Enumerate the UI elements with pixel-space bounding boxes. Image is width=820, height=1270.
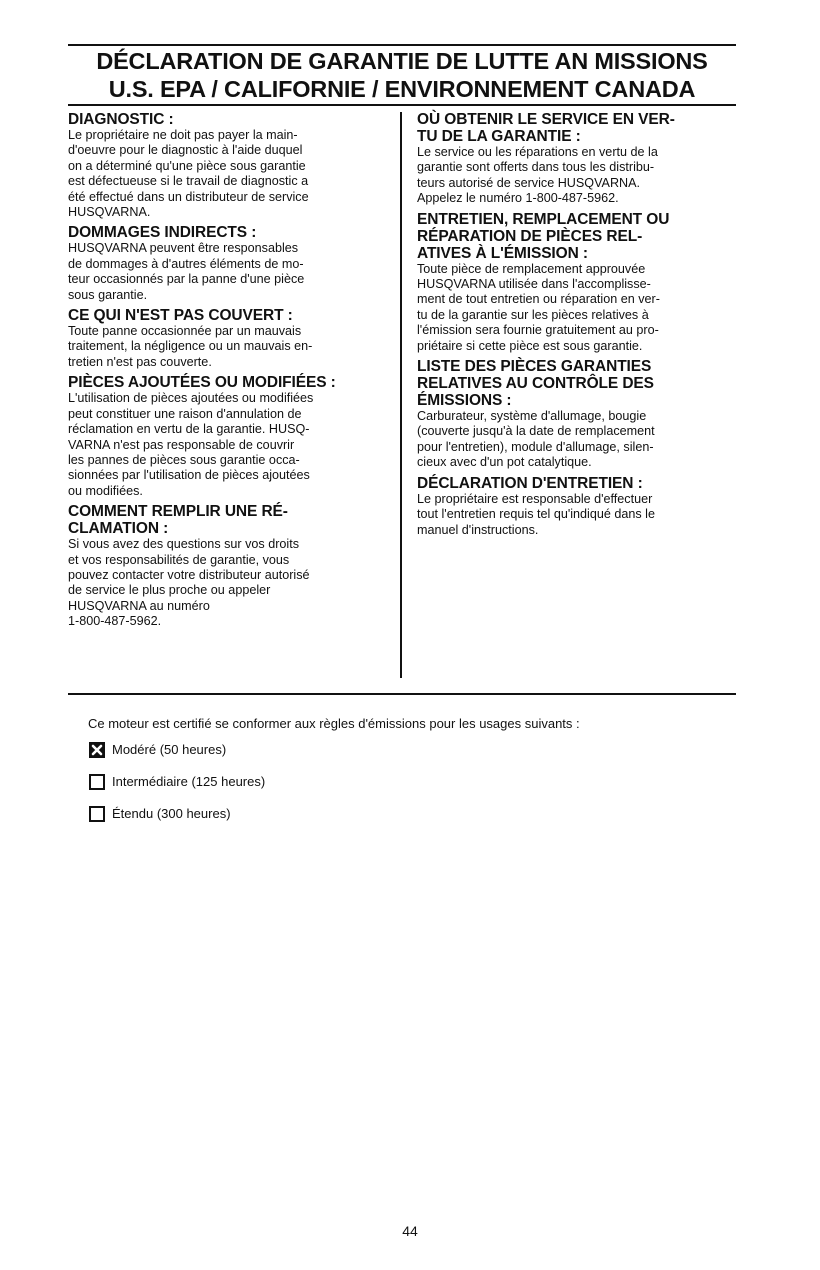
body-line: priétaire si cette pièce est sous garantie. <box>417 338 643 353</box>
option-label: Intermédiaire (125 heures) <box>112 774 266 789</box>
heading-line: DIAGNOSTIC : <box>68 111 174 128</box>
section-rule <box>68 693 736 695</box>
heading-line: CLAMATION : <box>68 520 169 538</box>
body-line: traitement, la négligence ou un mauvais en- <box>68 339 313 354</box>
body-line: est défectueuse si le travail de diagnostic a <box>68 174 309 189</box>
section-heading <box>68 374 386 391</box>
checkbox-icon[interactable] <box>89 806 105 822</box>
heading-line: ENTRETIEN, REMPLACEMENT OU <box>417 210 670 228</box>
section-body <box>417 492 735 538</box>
section <box>68 111 386 220</box>
body-line: de dommages à d'autres éléments de mo- <box>68 256 304 271</box>
section <box>68 224 386 303</box>
body-line: d'oeuvre pour le diagnostic à l'aide duquel <box>68 143 303 158</box>
right-column <box>417 111 735 542</box>
section-body <box>417 409 735 471</box>
body-line: et vos responsabilités de garantie, vous <box>68 552 290 567</box>
body-line: Si vous avez des questions sur vos droits <box>68 537 299 552</box>
section-body <box>417 262 735 354</box>
section <box>417 358 735 471</box>
body-line: manuel d'instructions. <box>417 522 539 537</box>
section-body <box>68 241 386 303</box>
section <box>417 211 735 354</box>
body-line: sous garantie. <box>68 287 148 302</box>
body-line: (couverte jusqu'à la date de remplacement <box>417 424 655 439</box>
body-line: été effectué dans un distributeur de service <box>68 189 309 204</box>
body-line: teurs autorisé de service HUSQVARNA. <box>417 175 641 190</box>
page-number: 44 <box>402 1223 418 1239</box>
body-line: on a déterminé qu'une pièce sous garantie <box>68 158 306 173</box>
body-line: garantie sont offerts dans tous les distribu- <box>417 160 655 175</box>
body-line: Carburateur, système d'allumage, bougie <box>417 409 647 424</box>
usage-options <box>89 742 265 838</box>
top-rule <box>68 44 736 46</box>
section-body <box>68 324 386 370</box>
body-line: tout l'entretien requis tel qu'indiqué dans le <box>417 507 655 522</box>
heading-line: ÉMISSIONS : <box>417 392 512 410</box>
body-line: L'utilisation de pièces ajoutées ou modifiées <box>68 391 314 406</box>
heading-line: DOMMAGES INDIRECTS : <box>68 224 257 242</box>
body-line: les pannes de pièces sous garantie occa- <box>68 452 300 467</box>
body-line: Toute pièce de remplacement approuvée <box>417 261 646 276</box>
body-line: tretien n'est pas couverte. <box>68 354 212 369</box>
section-heading <box>68 224 386 241</box>
certification-text: Ce moteur est certifié se conformer aux règles d'émissions pour les usages suivants : <box>88 716 580 731</box>
page-subtitle: U.S. EPA / CALIFORNIE / ENVIRONNEMENT CANADA <box>108 76 696 102</box>
option-etendu[interactable] <box>89 806 265 822</box>
option-intermediaire[interactable] <box>89 774 265 790</box>
body-line: HUSQVARNA. <box>68 205 151 220</box>
body-line: pour l'entretien), module d'allumage, silen- <box>417 439 654 454</box>
section-heading <box>68 111 386 128</box>
option-label: Étendu (300 heures) <box>112 806 231 821</box>
section-body <box>68 391 386 499</box>
section <box>68 503 386 629</box>
body-line: HUSQVARNA au numéro <box>68 598 210 613</box>
heading-line: TU DE LA GARANTIE : <box>417 128 581 145</box>
section <box>68 307 386 370</box>
heading-line: RELATIVES AU CONTRÔLE DES <box>417 375 654 393</box>
body-line: Le propriétaire ne doit pas payer la main- <box>68 128 298 142</box>
heading-line: PIÈCES AJOUTÉES OU MODIFIÉES : <box>68 374 336 392</box>
checked-checkbox-icon[interactable] <box>89 742 105 758</box>
body-line: Le service ou les réparations en vertu de la <box>417 145 658 159</box>
body-line: tu de la garantie sur les pièces relatives à <box>417 307 649 322</box>
heading-line: CE QUI N'EST PAS COUVERT : <box>68 307 293 325</box>
column-divider <box>400 112 402 678</box>
header-rule <box>68 104 736 106</box>
heading-line: ATIVES À L'ÉMISSION : <box>417 244 588 262</box>
option-modere[interactable] <box>89 742 265 758</box>
body-line: réclamation en vertu de la garantie. HUSQ- <box>68 422 310 437</box>
heading-line: LISTE DES PIÈCES GARANTIES <box>417 358 652 376</box>
body-line: l'émission sera fournie gratuitement au pro- <box>417 323 659 338</box>
section-body <box>68 128 386 220</box>
body-line: cieux avec d'un pot catalytique. <box>417 455 592 470</box>
body-line: sionnées par l'utilisation de pièces ajoutées <box>68 468 310 483</box>
section-heading <box>417 358 735 409</box>
section-heading <box>68 307 386 324</box>
body-line: ment de tout entretien ou réparation en ver- <box>417 292 660 307</box>
body-line: Appelez le numéro 1-800-487-5962. <box>417 191 619 206</box>
section-heading <box>68 503 386 537</box>
section-heading <box>417 475 735 492</box>
body-line: pouvez contacter votre distributeur autorisé <box>68 567 310 582</box>
section-body <box>417 145 735 207</box>
page-title: DÉCLARATION DE GARANTIE DE LUTTE AN MISSIONS <box>96 48 708 74</box>
section <box>68 374 386 499</box>
checkbox-icon[interactable] <box>89 774 105 790</box>
section-body <box>68 537 386 629</box>
body-line: peut constituer une raison d'annulation de <box>68 406 302 421</box>
section-heading <box>417 211 735 262</box>
body-line: de service le plus proche ou appeler <box>68 583 271 598</box>
left-column <box>68 111 386 634</box>
option-label: Modéré (50 heures) <box>112 742 227 757</box>
body-line: HUSQVARNA peuvent être responsables <box>68 241 299 256</box>
heading-line: RÉPARATION DE PIÈCES REL- <box>417 227 643 245</box>
heading-line: COMMENT REMPLIR UNE RÉ- <box>68 503 288 521</box>
body-line: 1-800-487-5962. <box>68 614 162 629</box>
body-line: Le propriétaire est responsable d'effectuer <box>417 491 653 506</box>
body-line: ou modifiées. <box>68 483 143 498</box>
body-line: teur occasionnés par la panne d'une pièce <box>68 272 305 287</box>
section <box>417 111 735 207</box>
body-line: VARNA n'est pas responsable de couvrir <box>68 437 295 452</box>
heading-line: OÙ OBTENIR LE SERVICE EN VER- <box>417 111 675 128</box>
heading-line: DÉCLARATION D'ENTRETIEN : <box>417 474 643 492</box>
section <box>417 475 735 538</box>
body-line: HUSQVARNA utilisée dans l'accomplisse- <box>417 277 651 292</box>
body-line: Toute panne occasionnée par un mauvais <box>68 324 302 339</box>
section-heading <box>417 111 735 145</box>
